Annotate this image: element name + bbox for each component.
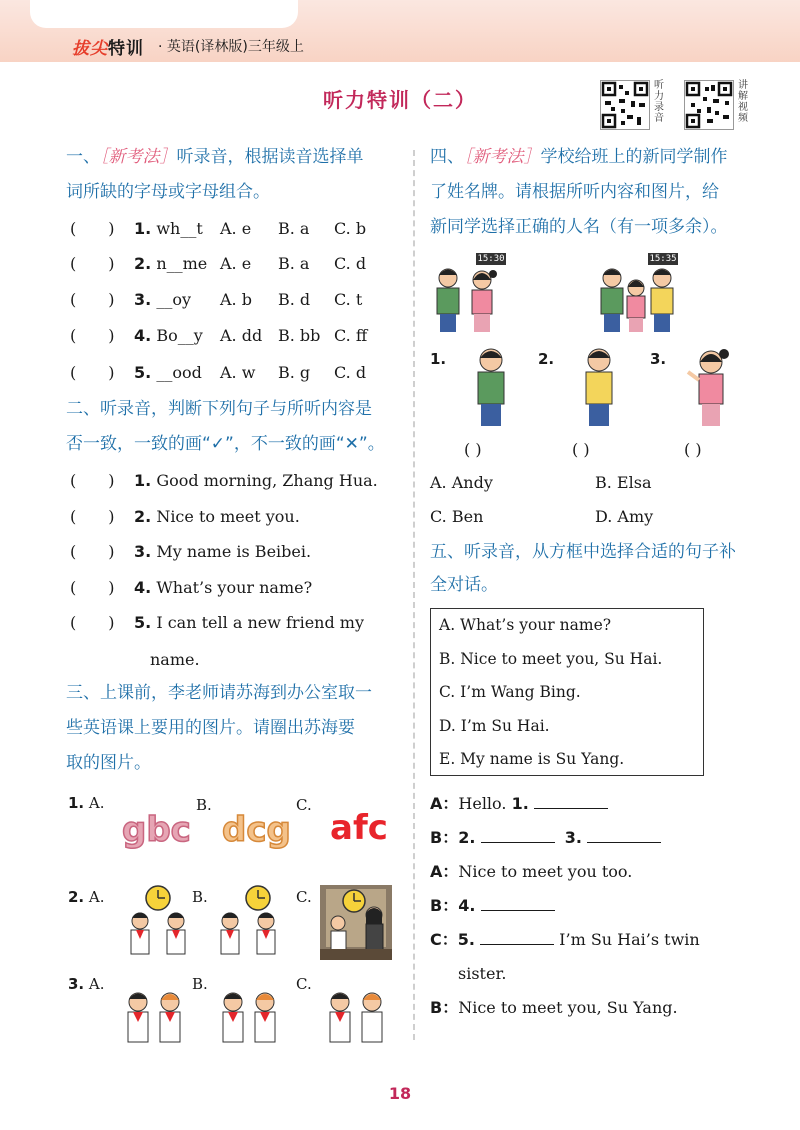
sec2-item5-cont: name. — [150, 650, 200, 669]
item-num: 4. — [134, 578, 152, 597]
sec1-title-line1 — [66, 140, 364, 174]
dialogue-line — [430, 787, 608, 821]
line-text: Hello. — [458, 794, 507, 813]
option-line: B. Nice to meet you, Su Hai. — [439, 649, 663, 668]
option-b: B. g — [278, 363, 311, 382]
sec3-q2 — [68, 888, 105, 906]
clock-icon: 15:30 — [477, 254, 505, 264]
item-word: n__me — [156, 254, 208, 273]
answer-blank[interactable] — [534, 791, 608, 809]
option-b: B. a — [278, 219, 310, 238]
qr-code-icon[interactable] — [684, 80, 734, 130]
item-text: Nice to meet you. — [156, 507, 300, 526]
sec3-title-line3: 取的图片。 — [66, 753, 151, 773]
answer-blank[interactable] — [587, 825, 661, 843]
choice-c: C. Ben — [430, 507, 484, 526]
sec4-title-a: 四、 — [430, 147, 464, 167]
q-num: 3. — [68, 975, 85, 993]
option-c: C. ff — [334, 326, 368, 345]
sec2-title-line1: 二、听录音，判断下列句子与所听内容是 — [66, 399, 372, 419]
option-c: C. d — [334, 363, 367, 382]
choice-b: B. Elsa — [595, 473, 652, 492]
opt-a-label: A. — [88, 888, 105, 906]
option-a: A. e — [220, 254, 252, 273]
item-num: 3. — [134, 542, 152, 561]
q-num: 2. — [538, 350, 555, 368]
picture-option-b[interactable] — [215, 988, 285, 1048]
option-c: C. b — [334, 219, 367, 238]
item-text: I can tell a new friend my — [156, 613, 365, 632]
sec1-title-b: 听录音，根据读音选择单 — [176, 147, 364, 167]
picture-option-a[interactable] — [120, 885, 200, 960]
student-figure-icon[interactable] — [684, 346, 738, 428]
picture-option-b[interactable] — [210, 885, 290, 960]
sec4-tag: ［新考法］ — [464, 147, 541, 167]
item-num: 1. — [134, 219, 152, 238]
item-num: 2. — [134, 507, 152, 526]
sec1-item: ( ) 1. wh__t A. e B. a C. b — [70, 211, 203, 246]
dialogue-line — [430, 923, 700, 957]
dialogue-line-cont: sister. — [458, 964, 507, 983]
sec4-q1 — [430, 350, 446, 368]
item-text: Good morning, Zhang Hua. — [156, 471, 378, 490]
q-num: 1. — [430, 350, 447, 368]
item-num: 3. — [134, 290, 152, 309]
blank-num: 5. — [457, 930, 475, 949]
speaker: A： — [430, 862, 459, 881]
speaker: B： — [430, 998, 459, 1017]
sec3-title-line1: 三、上课前，李老师请苏海到办公室取一 — [66, 683, 372, 703]
line-text: Nice to meet you, Su Yang. — [458, 998, 678, 1017]
option-line: D. I’m Su Hai. — [439, 716, 550, 735]
q-num: 2. — [68, 888, 85, 906]
option-c: C. d — [334, 254, 367, 273]
column-divider — [413, 150, 415, 1040]
letters-option-b[interactable]: dcg — [222, 810, 291, 850]
line-text: I’m Su Hai’s twin — [559, 930, 700, 949]
dialogue-line — [430, 855, 632, 889]
options-box — [430, 608, 704, 776]
answer-paren[interactable]: ( ) — [684, 440, 702, 459]
dialogue-line — [430, 991, 678, 1025]
sec2-item: ( ) 1. Good morning, Zhang Hua. — [70, 471, 378, 490]
speaker: C： — [430, 930, 458, 949]
answer-blank[interactable] — [481, 893, 555, 911]
q-num: 3. — [650, 350, 667, 368]
choice-a: A. Andy — [430, 473, 493, 492]
blank-num: 3. — [564, 828, 582, 847]
qr2-label: 讲解视频 — [738, 80, 748, 124]
sec3-title-line2: 些英语课上要用的图片。请圈出苏海要 — [66, 718, 355, 738]
sec5-title-line2: 全对话。 — [430, 575, 498, 595]
item-num: 1. — [134, 471, 152, 490]
blank-num: 2. — [458, 828, 476, 847]
q-num: 1. — [68, 794, 85, 812]
speaker: B： — [430, 828, 459, 847]
option-line: C. I’m Wang Bing. — [439, 683, 581, 701]
dialogue-line — [430, 821, 661, 855]
sec5-title-line1: 五、听录音，从方框中选择合适的句子补 — [430, 542, 736, 562]
option-b: B. bb — [278, 326, 321, 345]
item-num: 5. — [134, 613, 152, 632]
sec4-title-line1 — [430, 140, 728, 174]
series-part-a: 拔尖 — [72, 39, 108, 59]
sec3-q2-c: C. — [296, 888, 312, 906]
sec1-item: ( ) 5. __ood A. w B. g C. d — [70, 355, 202, 390]
sec3-q3 — [68, 975, 105, 993]
item-text: My name is Beibei. — [156, 542, 312, 561]
sec4-q3 — [650, 350, 666, 368]
sec2-item: ( ) 4. What’s your name? — [70, 578, 313, 597]
sec1-item: ( ) 4. Bo__y A. dd B. bb C. ff — [70, 318, 203, 353]
sec2-title-line2: 否一致，一致的画“✓”，不一致的画“✕”。 — [66, 434, 385, 454]
student-figure-icon[interactable] — [466, 346, 516, 428]
sec3-q3-b: B. — [192, 975, 208, 993]
sec1-title-line2: 词所缺的字母或字母组合。 — [66, 182, 270, 202]
option-line: A. What’s your name? — [439, 616, 612, 634]
option-b: B. a — [278, 254, 310, 273]
sec2-item: ( ) 3. My name is Beibei. — [70, 542, 312, 561]
qr1-label: 听力录音 — [654, 80, 664, 124]
blank-num: 1. — [511, 794, 529, 813]
page-title: 听力特训（二） — [323, 88, 477, 112]
option-a: A. e — [220, 219, 252, 238]
item-word: __oy — [156, 290, 191, 309]
sec3-q1-c: C. — [296, 796, 312, 814]
line-text: Nice to meet you too. — [458, 862, 633, 881]
item-word: __ood — [156, 363, 202, 382]
letters-option-a[interactable]: gbc — [122, 810, 191, 850]
opt-a-label: A. — [88, 794, 105, 812]
sec4-title-b: 学校给班上的新同学制作 — [540, 147, 728, 167]
header-pill — [30, 0, 298, 28]
sec3-q1-b: B. — [196, 796, 212, 814]
option-line: E. My name is Su Yang. — [439, 750, 625, 768]
sec3-q3-c: C. — [296, 975, 312, 993]
answer-paren[interactable]: ( ) — [572, 440, 590, 459]
option-b: B. d — [278, 290, 311, 309]
item-word: wh__t — [156, 219, 203, 238]
sec2-item: ( ) 5. I can tell a new friend my — [70, 613, 365, 632]
scene-left — [430, 262, 510, 334]
speaker: A： — [430, 794, 459, 813]
option-c: C. t — [334, 290, 363, 309]
item-num: 2. — [134, 254, 152, 273]
sec3-q1 — [68, 794, 105, 812]
opt-a-label: A. — [88, 975, 105, 993]
answer-paren[interactable]: ( ) — [464, 440, 482, 459]
sec4-title-line2: 了姓名牌。请根据所听内容和图片，给 — [430, 182, 719, 202]
item-num: 5. — [134, 363, 152, 382]
choice-d: D. Amy — [595, 507, 654, 526]
sec1-tag: ［新考法］ — [100, 147, 177, 167]
qr-code-icon[interactable] — [600, 80, 650, 130]
option-a: A. w — [220, 363, 256, 382]
sec1-item: ( ) 3. __oy A. b B. d C. t — [70, 282, 191, 317]
sec4-q2 — [538, 350, 554, 368]
series-name — [72, 34, 144, 59]
picture-option-c[interactable] — [322, 988, 392, 1048]
blank-num: 4. — [458, 896, 476, 915]
dialogue-line — [430, 889, 555, 923]
sec3-q2-b: B. — [192, 888, 208, 906]
speaker: B： — [430, 896, 459, 915]
sec2-item: ( ) 2. Nice to meet you. — [70, 507, 300, 526]
sec1-title-a: 一、 — [66, 147, 100, 167]
picture-option-a[interactable] — [120, 988, 190, 1048]
item-word: Bo__y — [156, 326, 203, 345]
sec4-title-line3: 新同学选择正确的人名（有一项多余）。 — [430, 217, 728, 237]
student-figure-icon[interactable] — [574, 346, 624, 428]
item-num: 4. — [134, 326, 152, 345]
option-a: A. b — [220, 290, 252, 309]
answer-blank[interactable] — [481, 825, 555, 843]
clock-icon: 15:35 — [649, 254, 677, 264]
sec1-item: ( ) 2. n__me A. e B. a C. d — [70, 246, 207, 281]
option-a: A. dd — [220, 326, 263, 345]
picture-option-c[interactable] — [320, 885, 392, 960]
answer-blank[interactable] — [480, 927, 554, 945]
item-text: What’s your name? — [156, 578, 313, 597]
letters-option-c[interactable]: afc — [330, 808, 388, 848]
page-number: 18 — [388, 1084, 412, 1103]
scene-right — [596, 262, 686, 334]
series-part-b: 特训 — [108, 39, 144, 59]
subject-label: · 英语(译林版)三年级上 — [158, 39, 304, 55]
